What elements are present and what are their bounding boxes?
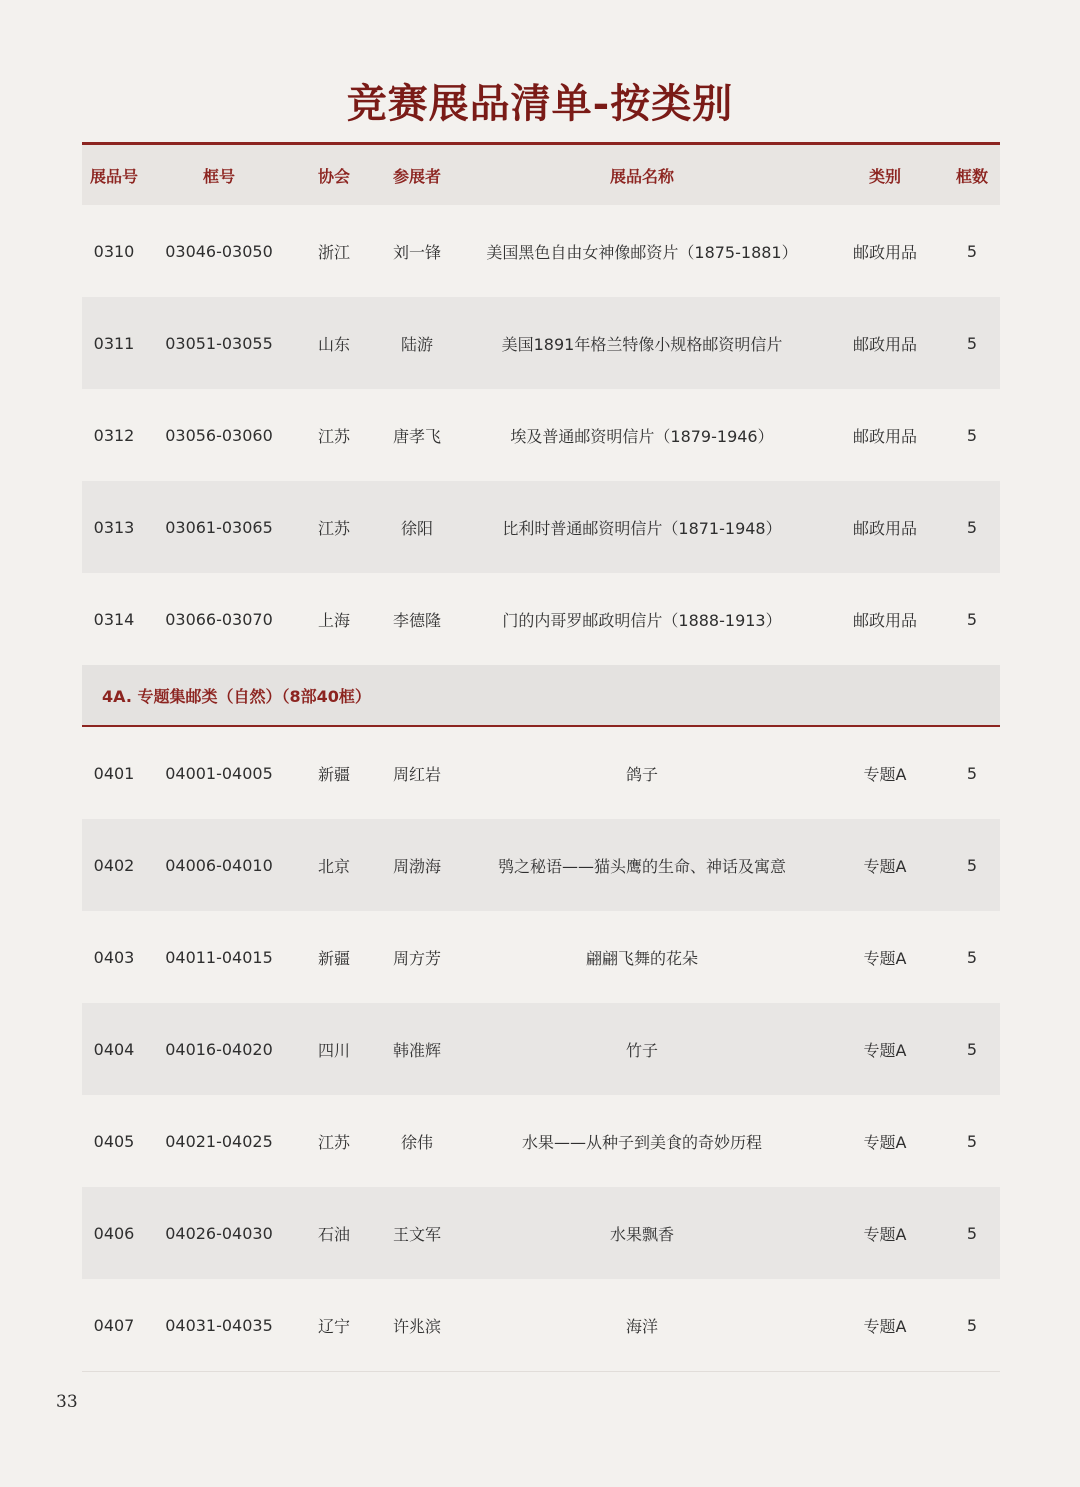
frame-count: 5 xyxy=(966,855,978,875)
exhibitor: 李德隆 xyxy=(392,610,441,630)
frame-no: 04031-04035 xyxy=(165,1315,273,1335)
exhibitor: 王文军 xyxy=(392,1224,441,1244)
column-header-frame-count: 框数 xyxy=(955,166,988,186)
frame-count: 5 xyxy=(966,1223,978,1243)
association: 上海 xyxy=(317,610,350,630)
exhibit-no: 0407 xyxy=(93,1315,135,1335)
association: 四川 xyxy=(317,1040,350,1060)
exhibitor: 周红岩 xyxy=(392,764,441,784)
frame-count: 5 xyxy=(966,425,978,445)
exhibitor: 韩准辉 xyxy=(392,1040,441,1060)
frame-no: 04021-04025 xyxy=(165,1131,273,1151)
association: 山东 xyxy=(317,334,350,354)
exhibit-title: 美国1891年格兰特像小规格邮资明信片 xyxy=(501,334,783,354)
frame-count: 5 xyxy=(966,1039,978,1059)
exhibit-no: 0405 xyxy=(93,1131,135,1151)
column-header-category: 类别 xyxy=(868,166,901,186)
category: 专题A xyxy=(863,1224,907,1244)
exhibit-table xyxy=(82,142,1000,1372)
association: 辽宁 xyxy=(317,1316,350,1336)
frame-no: 04006-04010 xyxy=(165,855,273,875)
association: 江苏 xyxy=(317,1132,350,1152)
category: 邮政用品 xyxy=(852,426,917,446)
table-row xyxy=(82,911,1000,1003)
frame-no: 04011-04015 xyxy=(165,947,273,967)
column-header-frame-no: 框号 xyxy=(202,166,235,186)
section-heading: 4A. 专题集邮类（自然）（8部40框） xyxy=(82,665,1000,727)
exhibit-title: 美国黑色自由女神像邮资片（1875-1881） xyxy=(486,242,798,262)
table-row xyxy=(82,573,1000,665)
exhibit-no: 0311 xyxy=(93,333,135,353)
exhibitor: 徐阳 xyxy=(400,518,433,538)
exhibit-title: 竹子 xyxy=(625,1040,658,1060)
column-header-association: 协会 xyxy=(317,166,350,186)
table-header xyxy=(82,145,1000,205)
frame-no: 03056-03060 xyxy=(165,425,273,445)
exhibit-no: 0314 xyxy=(93,609,135,629)
exhibit-title: 比利时普通邮资明信片（1871-1948） xyxy=(502,518,782,538)
table-row xyxy=(82,481,1000,573)
exhibit-no: 0310 xyxy=(93,241,135,261)
table-row xyxy=(82,1095,1000,1187)
exhibit-no: 0312 xyxy=(93,425,135,445)
frame-no: 03066-03070 xyxy=(165,609,273,629)
exhibitor: 陆游 xyxy=(400,334,433,354)
table-row xyxy=(82,205,1000,297)
association: 江苏 xyxy=(317,426,350,446)
exhibit-title: 鸽子 xyxy=(625,764,658,784)
table-row xyxy=(82,1187,1000,1279)
table-row xyxy=(82,727,1000,819)
exhibit-title: 海洋 xyxy=(625,1316,658,1336)
exhibitor: 刘一锋 xyxy=(392,242,441,262)
frame-no: 04026-04030 xyxy=(165,1223,273,1243)
category: 邮政用品 xyxy=(852,518,917,538)
frame-no: 04001-04005 xyxy=(165,763,273,783)
category: 邮政用品 xyxy=(852,334,917,354)
exhibit-title: 水果——从种子到美食的奇妙历程 xyxy=(521,1132,762,1152)
exhibitor: 周渤海 xyxy=(392,856,441,876)
category: 专题A xyxy=(863,1040,907,1060)
category: 邮政用品 xyxy=(852,610,917,630)
column-header-exhibit-no: 展品号 xyxy=(89,166,138,186)
association: 江苏 xyxy=(317,518,350,538)
exhibit-no: 0404 xyxy=(93,1039,135,1059)
exhibitor: 徐伟 xyxy=(400,1132,433,1152)
frame-no: 03051-03055 xyxy=(165,333,273,353)
frame-count: 5 xyxy=(966,1131,978,1151)
table-row xyxy=(82,297,1000,389)
category: 专题A xyxy=(863,764,907,784)
frame-no: 04016-04020 xyxy=(165,1039,273,1059)
frame-no: 03061-03065 xyxy=(165,517,273,537)
table-row xyxy=(82,819,1000,911)
association: 石油 xyxy=(317,1224,350,1244)
table-row xyxy=(82,389,1000,481)
column-header-exhibit-title: 展品名称 xyxy=(609,166,674,186)
association: 北京 xyxy=(317,856,350,876)
page-title: 竞赛展品清单-按类别 xyxy=(346,80,734,127)
exhibit-no: 0401 xyxy=(93,763,135,783)
frame-count: 5 xyxy=(966,947,978,967)
exhibit-title: 水果飘香 xyxy=(609,1224,674,1244)
exhibitor: 唐孝飞 xyxy=(392,426,441,446)
association: 浙江 xyxy=(317,242,350,262)
exhibit-no: 0406 xyxy=(93,1223,135,1243)
frame-count: 5 xyxy=(966,1315,978,1335)
exhibit-no: 0402 xyxy=(93,855,135,875)
page-number: 33 xyxy=(56,1392,78,1412)
category: 专题A xyxy=(863,1316,907,1336)
exhibit-title: 埃及普通邮资明信片（1879-1946） xyxy=(510,426,774,446)
table-row xyxy=(82,1003,1000,1095)
exhibit-no: 0313 xyxy=(93,517,135,537)
table-row xyxy=(82,1279,1000,1372)
frame-no: 03046-03050 xyxy=(165,241,273,261)
exhibit-no: 0403 xyxy=(93,947,135,967)
category: 专题A xyxy=(863,856,907,876)
frame-count: 5 xyxy=(966,763,978,783)
exhibit-title: 翩翩飞舞的花朵 xyxy=(585,948,698,968)
frame-count: 5 xyxy=(966,333,978,353)
exhibitor: 周方芳 xyxy=(392,948,441,968)
frame-count: 5 xyxy=(966,609,978,629)
column-header-exhibitor: 参展者 xyxy=(392,166,441,186)
category: 专题A xyxy=(863,1132,907,1152)
exhibitor: 许兆滨 xyxy=(392,1316,441,1336)
category: 邮政用品 xyxy=(852,242,917,262)
association: 新疆 xyxy=(317,764,350,784)
frame-count: 5 xyxy=(966,517,978,537)
exhibit-title: 鸮之秘语——猫头鹰的生命、神话及寓意 xyxy=(497,856,786,876)
frame-count: 5 xyxy=(966,241,978,261)
category: 专题A xyxy=(863,948,907,968)
association: 新疆 xyxy=(317,948,350,968)
exhibit-title: 门的内哥罗邮政明信片（1888-1913） xyxy=(502,610,782,630)
